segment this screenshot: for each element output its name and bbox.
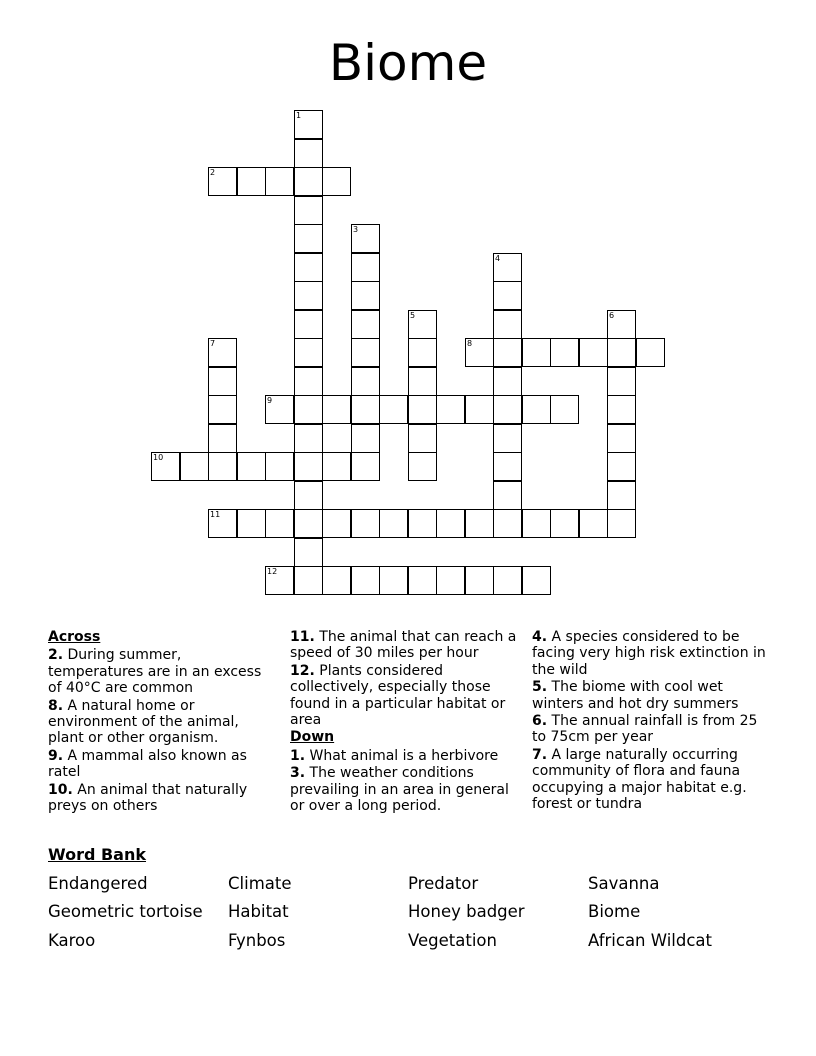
crossword-cell[interactable] [151,452,180,481]
crossword-cell[interactable] [522,566,551,595]
clue-across-2: 2. During summer, temperatures are in an excess of 40°C are common [48,647,262,697]
crossword-cell[interactable] [294,566,323,595]
crossword-cell[interactable] [208,509,237,538]
crossword-cell[interactable] [522,395,551,424]
crossword-cell[interactable] [265,452,294,481]
crossword-cell[interactable] [607,424,636,453]
puzzle-title: Biome [328,34,488,92]
crossword-cell[interactable] [465,338,494,367]
crossword-cell[interactable] [607,367,636,396]
crossword-cell[interactable] [294,452,323,481]
word-bank-item: Biome [588,902,641,921]
clue-column-1 [48,629,276,815]
crossword-cell[interactable] [208,367,237,396]
crossword-cell[interactable] [493,253,522,282]
crossword-cell[interactable] [237,509,266,538]
crossword-cell[interactable] [294,196,323,225]
crossword-cell[interactable] [408,310,437,339]
word-bank-item: Karoo [48,931,96,950]
crossword-cell[interactable] [351,395,380,424]
crossword-cell[interactable] [294,139,323,168]
clue-across-10: 10. An animal that naturally preys on others [48,781,248,815]
crossword-cell[interactable] [493,367,522,396]
clue-number: 7 [210,339,216,348]
crossword-cell[interactable] [294,310,323,339]
crossword-cell[interactable] [294,538,323,567]
crossword-cell[interactable] [294,424,323,453]
word-bank-item: Endangered [48,874,148,893]
crossword-cell[interactable] [237,167,266,196]
crossword-cell[interactable] [294,224,323,253]
crossword-cell[interactable] [636,338,665,367]
clue-number: 10 [153,453,164,462]
clue-number: 4 [495,254,501,263]
crossword-cell[interactable] [408,367,437,396]
crossword-cell[interactable] [408,452,437,481]
crossword-cell[interactable] [180,452,209,481]
clue-across-11: 11. The animal that can reach a speed of 30 miles per hour [290,629,517,662]
crossword-cell[interactable] [208,338,237,367]
word-bank-item: African Wildcat [588,931,713,950]
crossword-cell[interactable] [351,281,380,310]
crossword-cell[interactable] [379,509,408,538]
crossword-cell[interactable] [208,424,237,453]
crossword-cell[interactable] [493,481,522,510]
crossword-cell[interactable] [436,509,465,538]
crossword-cell[interactable] [265,167,294,196]
clue-number: 11 [210,510,221,519]
crossword-cell[interactable] [294,367,323,396]
crossword-cell[interactable] [294,338,323,367]
crossword-cell[interactable] [208,452,237,481]
down-header: Down [290,729,335,746]
clue-number: 5 [410,311,416,320]
crossword-cell[interactable] [408,509,437,538]
clue-column-3 [532,629,768,813]
crossword-cell[interactable] [493,281,522,310]
crossword-cell[interactable] [408,395,437,424]
crossword-cell[interactable] [322,452,351,481]
crossword-cell[interactable] [607,395,636,424]
clue-number: 8 [467,339,473,348]
clue-down-5: 5. The biome with cool wet winters and hot dry summers [532,679,739,712]
across-header: Across [48,629,101,645]
clue-number: 9 [267,396,273,405]
word-bank-item: Climate [228,874,292,893]
crossword-cell[interactable] [607,310,636,339]
word-bank-item: Habitat [228,902,289,921]
crossword-cell[interactable] [294,167,323,196]
word-bank-item: Vegetation [408,931,497,950]
clue-number: 2 [210,168,216,177]
crossword-cell[interactable] [294,509,323,538]
clue-number: 12 [267,567,278,576]
crossword-cell[interactable] [351,224,380,253]
crossword-cell[interactable] [208,167,237,196]
crossword-cell[interactable] [493,452,522,481]
crossword-cell[interactable] [294,395,323,424]
crossword-cell[interactable] [493,509,522,538]
clue-column-2 [290,629,522,815]
clue-number: 1 [296,111,302,120]
word-bank-item: Honey badger [408,902,525,921]
crossword-cell[interactable] [522,509,551,538]
crossword-cell[interactable] [322,167,351,196]
crossword-cell[interactable] [408,424,437,453]
crossword-cell[interactable] [294,110,323,139]
crossword-cell[interactable] [294,481,323,510]
word-bank-item: Geometric tortoise [48,902,203,921]
crossword-cell[interactable] [436,395,465,424]
clue-across-9: 9. A mammal also known as ratel [48,747,247,781]
crossword-cell[interactable] [351,338,380,367]
crossword-cell[interactable] [322,395,351,424]
clue-down-3: 3. The weather conditions prevailing in an area in general or over a long period. [290,765,509,815]
crossword-cell[interactable] [208,395,237,424]
crossword-cell[interactable] [550,509,579,538]
clue-down-7: 7. A large naturally occurring community of flora and fauna occupying a major habitat e.g. forest or tundra [532,746,747,813]
crossword-cell[interactable] [408,338,437,367]
clue-number: 6 [609,311,615,320]
clue-number: 3 [353,225,359,234]
crossword-cell[interactable] [265,566,294,595]
clue-across-8: 8. A natural home or environment of the animal, plant or other organism. [48,697,239,747]
crossword-cell[interactable] [351,424,380,453]
word-bank-title: Word Bank [48,845,147,864]
clue-across-12: 12. Plants considered collectively, especially those found in a particular habitat or area [290,662,506,729]
crossword-cell[interactable] [351,509,380,538]
crossword-cell[interactable] [436,566,465,595]
clue-down-6: 6. The annual rainfall is from 25 to 75cm per year [532,713,758,746]
word-bank-item: Savanna [588,874,660,893]
crossword-cell[interactable] [550,395,579,424]
crossword-cell[interactable] [408,566,437,595]
crossword-cell[interactable] [493,338,522,367]
crossword-cell[interactable] [550,338,579,367]
crossword-cell[interactable] [322,566,351,595]
crossword-cell[interactable] [607,509,636,538]
crossword-cell[interactable] [579,509,608,538]
crossword-cell[interactable] [379,395,408,424]
crossword-cell[interactable] [265,509,294,538]
crossword-cell[interactable] [607,452,636,481]
crossword-cell[interactable] [579,338,608,367]
word-bank-item: Predator [408,874,479,893]
clue-down-1: 1. What animal is a herbivore [290,747,499,764]
crossword-cell[interactable] [522,338,551,367]
crossword-cell[interactable] [493,566,522,595]
crossword-cell[interactable] [322,509,351,538]
crossword-cell[interactable] [607,338,636,367]
crossword-cell[interactable] [294,281,323,310]
crossword-cell[interactable] [351,566,380,595]
crossword-cell[interactable] [607,481,636,510]
crossword-cell[interactable] [465,395,494,424]
crossword-cell[interactable] [294,253,323,282]
word-bank-item: Fynbos [228,931,286,950]
crossword-cell[interactable] [465,566,494,595]
crossword-cell[interactable] [351,367,380,396]
crossword-cell[interactable] [465,509,494,538]
crossword-cell[interactable] [493,424,522,453]
crossword-cell[interactable] [493,310,522,339]
crossword-cell[interactable] [379,566,408,595]
crossword-cell[interactable] [237,452,266,481]
clue-down-4: 4. A species considered to be facing very high risk extinction in the wild [532,629,766,678]
crossword-cell[interactable] [493,395,522,424]
crossword-cell[interactable] [351,310,380,339]
crossword-cell[interactable] [265,395,294,424]
crossword-cell[interactable] [351,452,380,481]
crossword-cell[interactable] [351,253,380,282]
